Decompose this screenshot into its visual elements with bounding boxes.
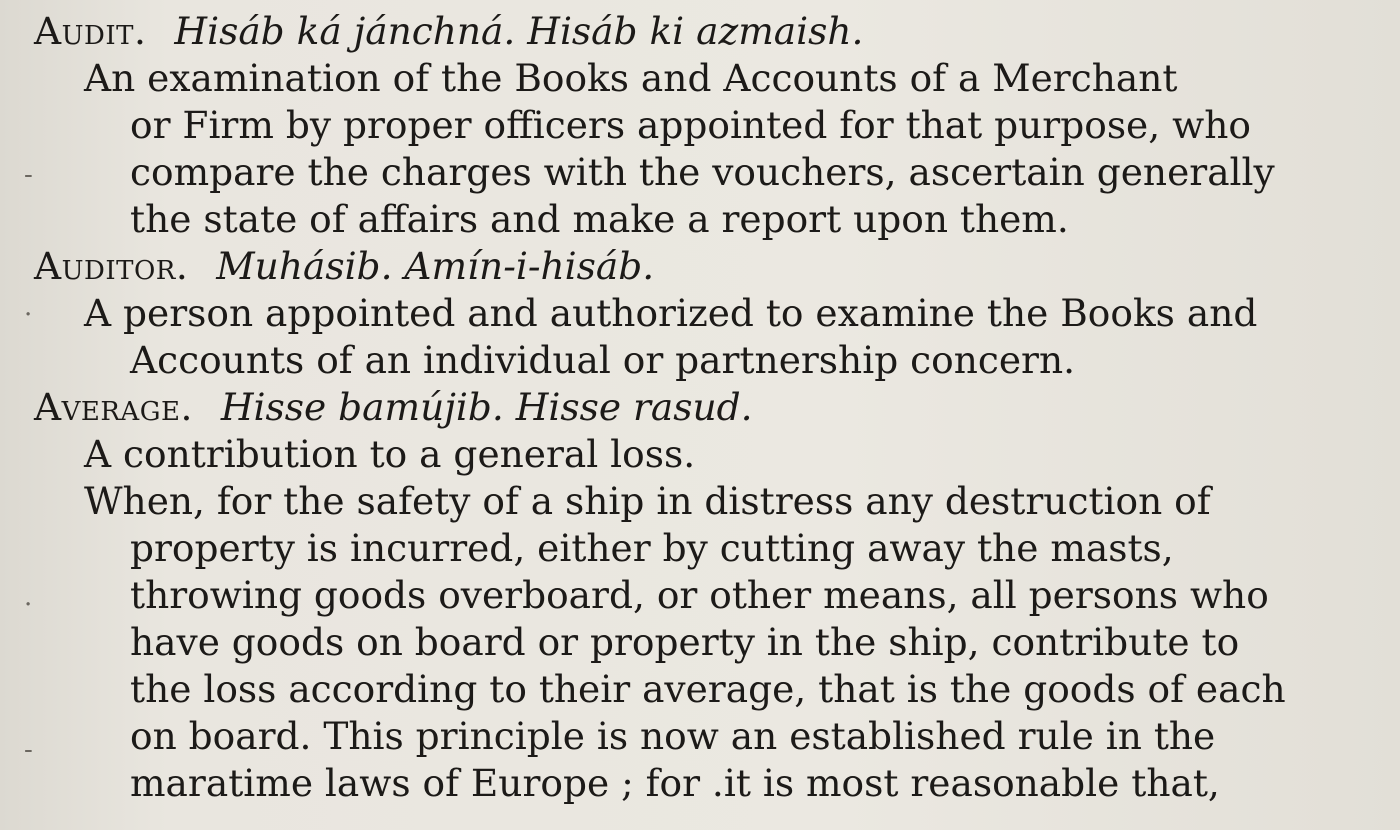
margin-dot-mark: · [24,590,33,620]
entry-heading [34,243,1370,290]
margin-dot-mark: · [24,300,33,330]
margin-dash-mark: - [24,735,33,765]
entry-heading [34,384,1370,431]
entry-term: Audit. [34,9,147,53]
entry-term: Average. [34,385,193,429]
entry-term: Auditor. [34,244,189,288]
paragraph-line: When, for the safety of a ship in distress any destruction of [84,479,1211,523]
definition-line: the state of affairs and make a report upon them. [130,197,1069,241]
paragraph-line: maratime laws of Europe ; for .it is most reasonable that, [130,761,1220,805]
dictionary-text [34,8,1370,807]
paragraph-line: throwing goods overboard, or other means, all persons who [130,573,1269,617]
paragraph-line: on board. This principle is now an established rule in the [130,714,1216,758]
entry-heading [34,8,1370,55]
definition-line: or Firm by proper officers appointed for that purpose, who [130,103,1251,147]
definition-line: compare the charges with the vouchers, ascertain generally [130,150,1275,194]
paragraph-line: have goods on board or property in the ship, contribute to [130,620,1240,664]
definition-line: A contribution to a general loss. [84,432,696,476]
definition-line: A person appointed and authorized to examine the Books and [84,291,1258,335]
entry-translation: Muhásib. Amín-i-hisáb. [216,244,655,288]
definition-line: Accounts of an individual or partnership concern. [130,338,1076,382]
margin-dash-mark: - [24,160,33,190]
entry-translation: Hisse bamújib. Hisse rasud. [220,385,753,429]
paragraph-line: the loss according to their average, that is the goods of each [130,667,1286,711]
entry-translation: Hisáb ká jánchná. Hisáb ki azmaish. [174,9,864,53]
definition-line: An examination of the Books and Accounts of a Merchant [84,56,1178,100]
paragraph-line: property is incurred, either by cutting away the masts, [130,526,1174,570]
